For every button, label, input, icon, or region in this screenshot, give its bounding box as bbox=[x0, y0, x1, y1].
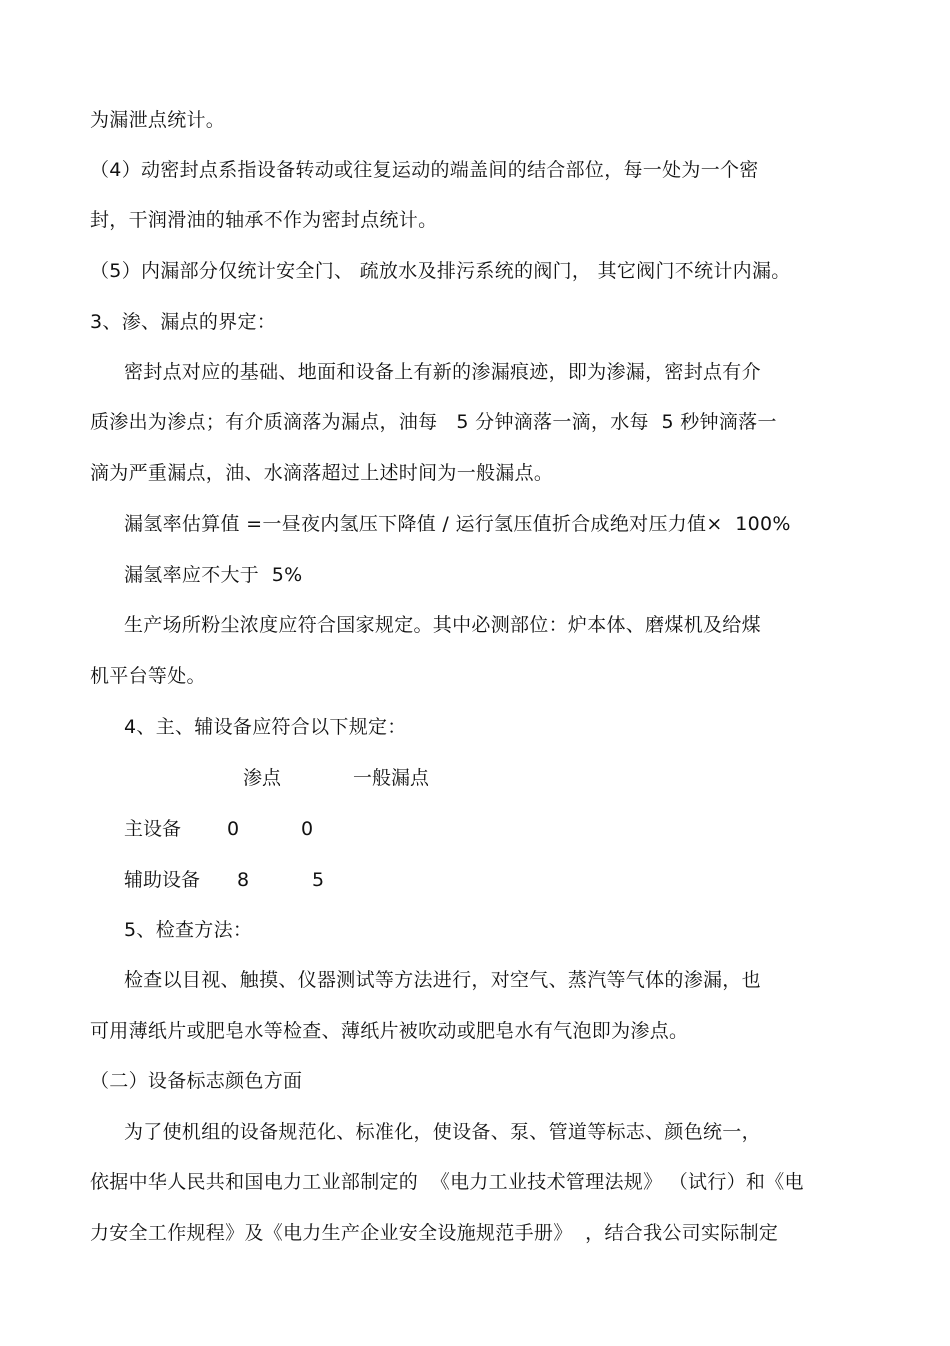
table-cell: 0 bbox=[227, 818, 240, 840]
text-line: 机平台等处。 bbox=[90, 665, 206, 687]
text-line: 依据中华人民共和国电力工业部制定的 《电力工业技术管理法规》 （试行）和《电 bbox=[90, 1171, 804, 1193]
table-header-seepage: 渗点 bbox=[243, 767, 282, 789]
text-line: 力安全工作规程》及《电力生产企业安全设施规范手册》 ，结合我公司实际制定 bbox=[90, 1222, 779, 1244]
text-line: 为了使机组的设备规范化、标准化，使设备、泵、管道等标志、颜色统一， bbox=[124, 1121, 761, 1143]
table-row-label: 主设备 bbox=[124, 818, 182, 840]
text-line: 封，干润滑油的轴承不作为密封点统计。 bbox=[90, 209, 438, 231]
section-heading: 3、渗、漏点的界定： bbox=[90, 311, 277, 333]
table-cell: 5 bbox=[312, 869, 325, 891]
table-cell: 0 bbox=[301, 818, 314, 840]
text-line: 滴为严重漏点，油、水滴落超过上述时间为一般漏点。 bbox=[90, 462, 554, 484]
text-line: 可用薄纸片或肥皂水等检查、薄纸片被吹动或肥皂水有气泡即为渗点。 bbox=[90, 1020, 689, 1042]
text-line: （5）内漏部分仅统计安全门、 疏放水及排污系统的阀门， 其它阀门不统计内漏。 bbox=[90, 260, 791, 282]
text-line: 检查以目视、触摸、仪器测试等方法进行，对空气、蒸汽等气体的渗漏，也 bbox=[124, 969, 761, 991]
text-line: 漏氢率应不大于 5% bbox=[124, 564, 303, 586]
table-row-label: 辅助设备 bbox=[124, 869, 201, 891]
text-line: 密封点对应的基础、地面和设备上有新的渗漏痕迹，即为渗漏，密封点有介 bbox=[124, 361, 761, 383]
section-heading: （二）设备标志颜色方面 bbox=[90, 1070, 303, 1092]
text-line: （4）动密封点系指设备转动或往复运动的端盖间的结合部位，每一处为一个密 bbox=[90, 159, 759, 181]
section-heading: 4、主、辅设备应符合以下规定： bbox=[124, 716, 407, 738]
table-header-leak: 一般漏点 bbox=[353, 767, 430, 789]
text-line: 质渗出为渗点；有介质滴落为漏点，油每 5 分钟滴落一滴，水每 5 秒钟滴落一 bbox=[90, 411, 777, 433]
text-line: 生产场所粉尘浓度应符合国家规定。其中必测部位：炉本体、磨煤机及给煤 bbox=[124, 614, 761, 636]
section-heading: 5、检查方法： bbox=[124, 919, 253, 941]
formula-line: 漏氢率估算值 =一昼夜内氢压下降值 / 运行氢压值折合成绝对压力值× 100% bbox=[124, 513, 791, 535]
table-cell: 8 bbox=[237, 869, 250, 891]
text-line: 为漏泄点统计。 bbox=[90, 109, 226, 131]
